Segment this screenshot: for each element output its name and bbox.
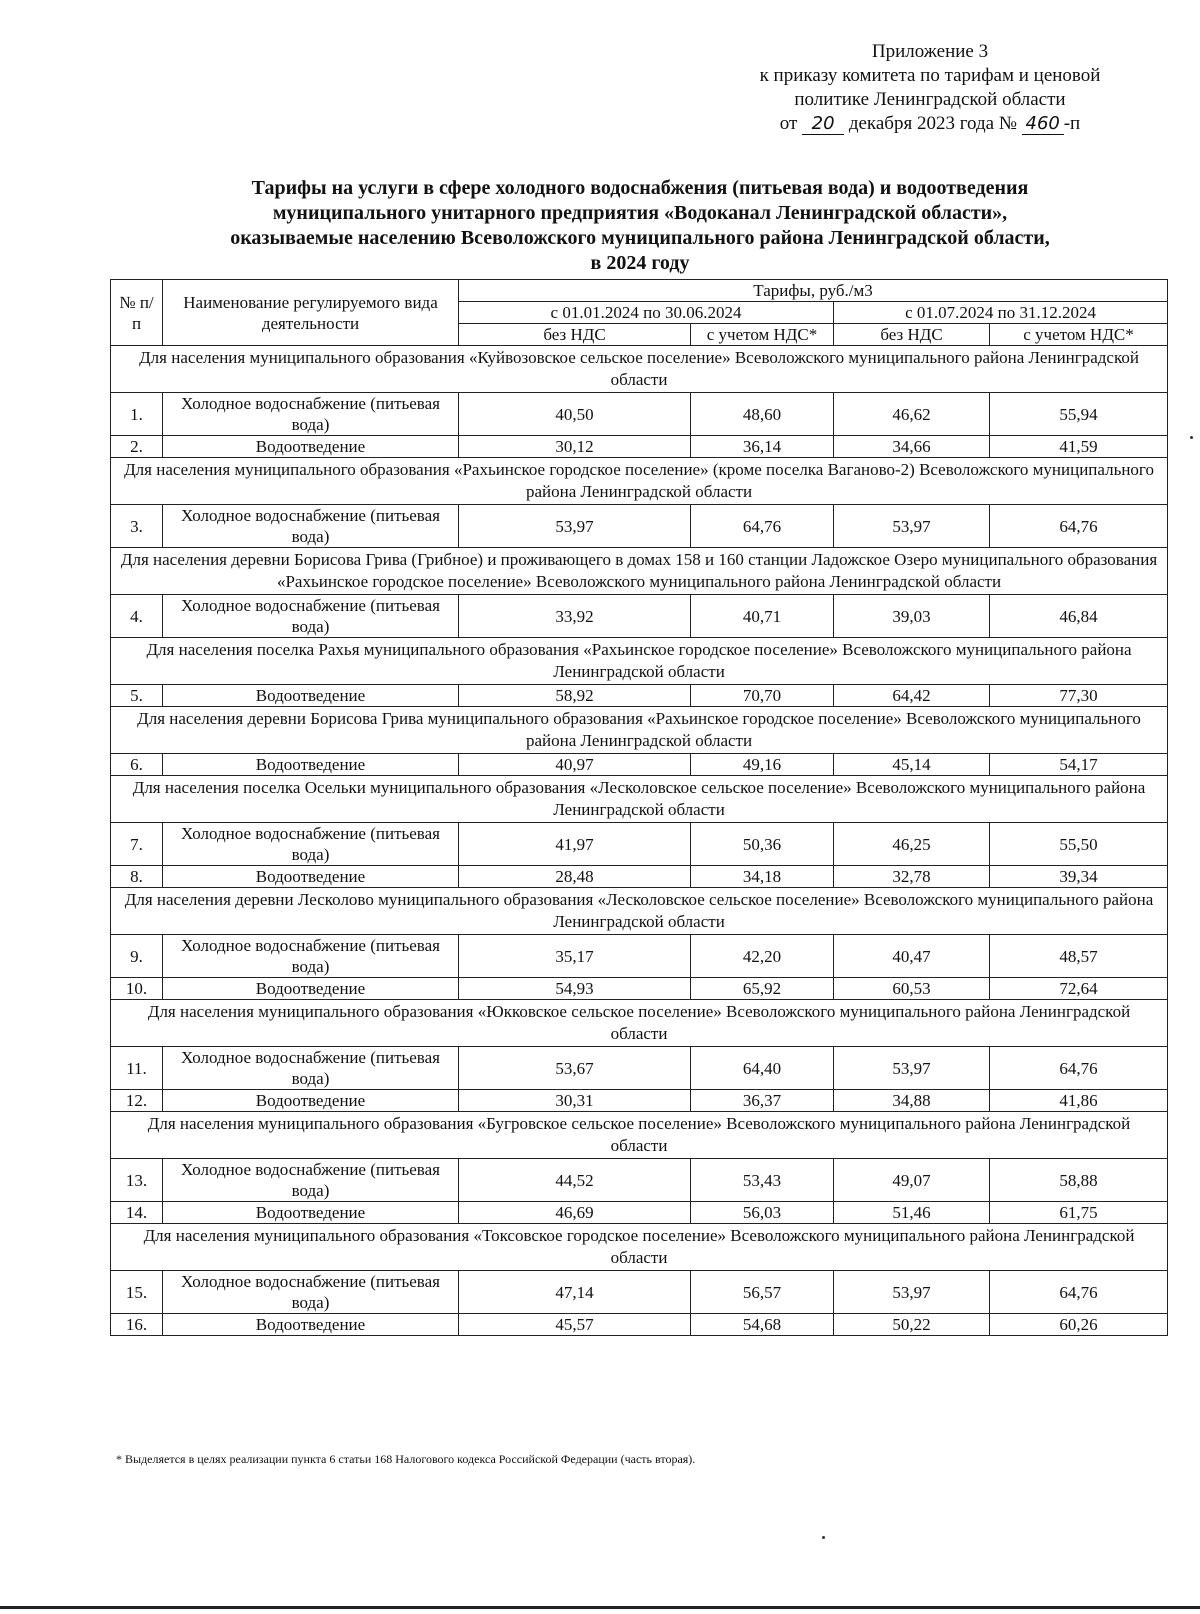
value-p2-without-vat: 34,66 (834, 436, 990, 458)
row-number: 16. (111, 1314, 163, 1336)
section-header-row (111, 888, 1168, 935)
header-number: № п/п (111, 280, 163, 346)
value-p2-without-vat: 46,62 (834, 393, 990, 436)
scan-speck (822, 1536, 825, 1539)
row-number: 12. (111, 1090, 163, 1112)
table-body (111, 346, 1168, 1336)
value-p2-with-vat: 64,76 (990, 1271, 1168, 1314)
section-header-row (111, 1112, 1168, 1159)
value-p2-with-vat: 55,50 (990, 823, 1168, 866)
section-title: Для населения поселка Осельки муниципального образования «Лесколовское сельское поселение» Всеволожского муниципального района Ленинградской области (111, 776, 1168, 823)
row-activity-name: Холодное водоснабжение (питьевая вода) (163, 1047, 459, 1090)
row-number: 15. (111, 1271, 163, 1314)
table-row (111, 436, 1168, 458)
appendix-line-4 (680, 112, 1180, 136)
table-row (111, 595, 1168, 638)
row-activity-name: Водоотведение (163, 685, 459, 707)
value-p1-with-vat: 48,60 (691, 393, 834, 436)
value-p2-with-vat: 60,26 (990, 1314, 1168, 1336)
value-p1-with-vat: 70,70 (691, 685, 834, 707)
value-p2-with-vat: 41,59 (990, 436, 1168, 458)
table-row (111, 1090, 1168, 1112)
header-period-1: с 01.01.2024 по 30.06.2024 (459, 302, 834, 324)
section-header-row (111, 548, 1168, 595)
value-p2-with-vat: 58,88 (990, 1159, 1168, 1202)
title-line-1: Тарифы на услуги в сфере холодного водоснабжения (питьевая вода) и водоотведения (251, 177, 1029, 199)
value-p1-without-vat: 28,48 (459, 866, 691, 888)
value-p2-with-vat: 46,84 (990, 595, 1168, 638)
value-p1-without-vat: 41,97 (459, 823, 691, 866)
value-p2-without-vat: 46,25 (834, 823, 990, 866)
appendix-prefix: от (779, 113, 798, 134)
table-row (111, 978, 1168, 1000)
title-line-4: в 2024 году (590, 252, 690, 274)
row-number: 8. (111, 866, 163, 888)
scan-edge (0, 1606, 1200, 1609)
header-p2-without-vat: без НДС (834, 324, 990, 346)
value-p1-without-vat: 45,57 (459, 1314, 691, 1336)
value-p1-without-vat: 33,92 (459, 595, 691, 638)
value-p2-with-vat: 64,76 (990, 505, 1168, 548)
value-p1-with-vat: 34,18 (691, 866, 834, 888)
row-activity-name: Водоотведение (163, 1202, 459, 1224)
value-p2-without-vat: 32,78 (834, 866, 990, 888)
value-p1-with-vat: 65,92 (691, 978, 834, 1000)
row-activity-name: Водоотведение (163, 1314, 459, 1336)
row-activity-name: Холодное водоснабжение (питьевая вода) (163, 1271, 459, 1314)
row-number: 5. (111, 685, 163, 707)
value-p1-with-vat: 49,16 (691, 754, 834, 776)
row-activity-name: Водоотведение (163, 754, 459, 776)
value-p1-without-vat: 30,12 (459, 436, 691, 458)
row-number: 9. (111, 935, 163, 978)
row-number: 2. (111, 436, 163, 458)
row-activity-name: Холодное водоснабжение (питьевая вода) (163, 393, 459, 436)
value-p1-without-vat: 35,17 (459, 935, 691, 978)
appendix-suffix: -п (1063, 113, 1081, 134)
value-p1-without-vat: 53,97 (459, 505, 691, 548)
value-p2-without-vat: 64,42 (834, 685, 990, 707)
section-header-row (111, 458, 1168, 505)
appendix-line-1: Приложение 3 (871, 41, 989, 62)
value-p1-with-vat: 54,68 (691, 1314, 834, 1336)
value-p2-without-vat: 50,22 (834, 1314, 990, 1336)
value-p1-with-vat: 36,37 (691, 1090, 834, 1112)
section-header-row (111, 346, 1168, 393)
value-p2-with-vat: 64,76 (990, 1047, 1168, 1090)
value-p2-with-vat: 72,64 (990, 978, 1168, 1000)
row-activity-name: Холодное водоснабжение (питьевая вода) (163, 1159, 459, 1202)
value-p1-with-vat: 50,36 (691, 823, 834, 866)
value-p1-with-vat: 42,20 (691, 935, 834, 978)
title-line-3: оказываемые населению Всеволожского муниципального района Ленинградской области, (230, 227, 1050, 249)
value-p2-without-vat: 51,46 (834, 1202, 990, 1224)
value-p2-without-vat: 53,97 (834, 1047, 990, 1090)
appendix-line-2: к приказу комитета по тарифам и ценовой (759, 65, 1101, 86)
table-row (111, 393, 1168, 436)
value-p2-without-vat: 45,14 (834, 754, 990, 776)
document-title (110, 176, 1170, 276)
row-activity-name: Холодное водоснабжение (питьевая вода) (163, 935, 459, 978)
value-p1-without-vat: 58,92 (459, 685, 691, 707)
value-p2-with-vat: 54,17 (990, 754, 1168, 776)
header-tariffs: Тарифы, руб./м3 (459, 280, 1168, 302)
appendix-line-3: политике Ленинградской области (794, 89, 1066, 110)
section-header-row (111, 638, 1168, 685)
value-p2-with-vat: 61,75 (990, 1202, 1168, 1224)
table-row (111, 823, 1168, 866)
section-header-row (111, 707, 1168, 754)
row-number: 3. (111, 505, 163, 548)
row-number: 4. (111, 595, 163, 638)
row-activity-name: Холодное водоснабжение (питьевая вода) (163, 823, 459, 866)
value-p1-without-vat: 40,97 (459, 754, 691, 776)
table-row (111, 1314, 1168, 1336)
row-activity-name: Водоотведение (163, 866, 459, 888)
value-p1-with-vat: 36,14 (691, 436, 834, 458)
vat-footnote: * Выделяется в целях реализации пункта 6 статьи 168 Налогового кодекса Российской Федерации (часть вторая). (116, 1452, 696, 1466)
table-row (111, 685, 1168, 707)
table-row (111, 1271, 1168, 1314)
value-p2-without-vat: 39,03 (834, 595, 990, 638)
row-number: 1. (111, 393, 163, 436)
row-number: 11. (111, 1047, 163, 1090)
value-p2-without-vat: 60,53 (834, 978, 990, 1000)
table-row (111, 1047, 1168, 1090)
row-activity-name: Водоотведение (163, 436, 459, 458)
appendix-number-handwritten: 460 (1022, 114, 1064, 135)
value-p2-with-vat: 55,94 (990, 393, 1168, 436)
value-p1-with-vat: 53,43 (691, 1159, 834, 1202)
value-p2-without-vat: 53,97 (834, 1271, 990, 1314)
table-row (111, 866, 1168, 888)
section-title: Для населения муниципального образования «Юкковское сельское поселение» Всеволожского муниципального района Ленинградской области (111, 1000, 1168, 1047)
value-p2-with-vat: 48,57 (990, 935, 1168, 978)
section-title: Для населения муниципального образования «Бугровское сельское поселение» Всеволожского муниципального района Ленинградской области (111, 1112, 1168, 1159)
title-line-2: муниципального унитарного предприятия «Водоканал Ленинградской области», (272, 202, 1008, 224)
row-activity-name: Водоотведение (163, 978, 459, 1000)
row-number: 14. (111, 1202, 163, 1224)
value-p1-with-vat: 64,76 (691, 505, 834, 548)
section-header-row (111, 776, 1168, 823)
value-p1-without-vat: 53,67 (459, 1047, 691, 1090)
row-number: 7. (111, 823, 163, 866)
header-p1-without-vat: без НДС (459, 324, 691, 346)
value-p2-without-vat: 34,88 (834, 1090, 990, 1112)
value-p2-with-vat: 39,34 (990, 866, 1168, 888)
value-p1-without-vat: 46,69 (459, 1202, 691, 1224)
row-number: 13. (111, 1159, 163, 1202)
section-title: Для населения муниципального образования «Рахьинское городское поселение» (кроме поселка Ваганово-2) Всеволожского муниципального района Ленинградской области (111, 458, 1168, 505)
table-row (111, 1159, 1168, 1202)
value-p2-with-vat: 41,86 (990, 1090, 1168, 1112)
section-title: Для населения деревни Лесколово муниципального образования «Лесколовское сельское поселение» Всеволожского муниципального района Ленинградской области (111, 888, 1168, 935)
row-number: 10. (111, 978, 163, 1000)
value-p1-with-vat: 40,71 (691, 595, 834, 638)
table-row (111, 505, 1168, 548)
value-p1-with-vat: 56,57 (691, 1271, 834, 1314)
section-title: Для населения деревни Борисова Грива муниципального образования «Рахьинское городское поселение» Всеволожского муниципального района Ленинградской области (111, 707, 1168, 754)
table-row (111, 1202, 1168, 1224)
section-title: Для населения муниципального образования «Токсовское городское поселение» Всеволожского муниципального района Ленинградской области (111, 1224, 1168, 1271)
section-title: Для населения деревни Борисова Грива (Грибное) и проживающего в домах 158 и 160 станции Ладожское Озеро муниципального образования «Рахьинское городское поселение» Всеволожского муниципального района Ленинградской области (111, 548, 1168, 595)
appendix-middle: декабря 2023 года № (848, 113, 1017, 134)
value-p1-without-vat: 30,31 (459, 1090, 691, 1112)
tariff-table (110, 279, 1168, 1336)
header-p1-with-vat: с учетом НДС* (691, 324, 834, 346)
section-title: Для населения поселка Рахья муниципального образования «Рахьинское городское поселение» Всеволожского муниципального района Ленинградской области (111, 638, 1168, 685)
header-p2-with-vat: с учетом НДС* (990, 324, 1168, 346)
value-p2-with-vat: 77,30 (990, 685, 1168, 707)
row-activity-name: Холодное водоснабжение (питьевая вода) (163, 505, 459, 548)
appendix-day-handwritten: 20 (802, 114, 844, 135)
header-period-2: с 01.07.2024 по 31.12.2024 (834, 302, 1168, 324)
section-header-row (111, 1000, 1168, 1047)
section-title: Для населения муниципального образования «Куйвозовское сельское поселение» Всеволожского муниципального района Ленинградской области (111, 346, 1168, 393)
value-p1-without-vat: 40,50 (459, 393, 691, 436)
row-activity-name: Водоотведение (163, 1090, 459, 1112)
appendix-block (680, 40, 1180, 136)
value-p2-without-vat: 49,07 (834, 1159, 990, 1202)
value-p1-without-vat: 44,52 (459, 1159, 691, 1202)
value-p2-without-vat: 40,47 (834, 935, 990, 978)
value-p1-without-vat: 47,14 (459, 1271, 691, 1314)
table-row (111, 754, 1168, 776)
value-p2-without-vat: 53,97 (834, 505, 990, 548)
scan-speck (1190, 436, 1193, 439)
table-header (111, 280, 1168, 346)
value-p1-with-vat: 56,03 (691, 1202, 834, 1224)
table-row (111, 935, 1168, 978)
header-activity-name: Наименование регулируемого вида деятельности (163, 280, 459, 346)
value-p1-without-vat: 54,93 (459, 978, 691, 1000)
row-activity-name: Холодное водоснабжение (питьевая вода) (163, 595, 459, 638)
section-header-row (111, 1224, 1168, 1271)
row-number: 6. (111, 754, 163, 776)
value-p1-with-vat: 64,40 (691, 1047, 834, 1090)
